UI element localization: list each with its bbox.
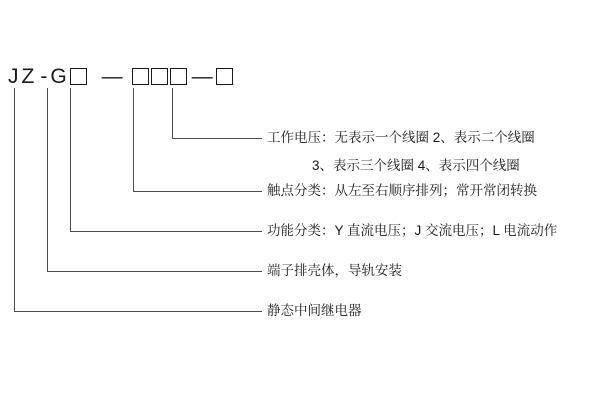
leader-hline-contact — [133, 191, 262, 192]
leader-vline-relay — [14, 88, 15, 311]
code-letter-j: J — [8, 64, 19, 88]
code-box-voltage — [216, 68, 233, 85]
label-terminal-row-shell: 端子排壳体，导轨安装 — [267, 263, 402, 278]
code-dash-2: — — [101, 64, 123, 88]
code-dash-3: — — [191, 64, 213, 88]
code-box-contact-1 — [132, 68, 149, 85]
label-contact-classification: 触点分类：从左至右顺序排列；常开常闭转换 — [267, 183, 537, 198]
leader-vline-contact — [133, 88, 134, 191]
code-box-contact-3 — [170, 68, 187, 85]
code-letter-z: Z — [21, 64, 35, 88]
leader-hline-relay — [14, 311, 262, 312]
leader-vline-function — [70, 88, 71, 231]
label-working-voltage-line2: 3、表示三个线圈 4、表示四个线圈 — [312, 158, 520, 173]
leader-vline-working-voltage — [172, 88, 173, 138]
leader-hline-function — [70, 231, 262, 232]
code-letter-g: G — [50, 64, 67, 88]
label-function-classification: 功能分类：Y 直流电压；J 交流电压；L 电流动作 — [267, 223, 558, 238]
code-box-function — [70, 68, 87, 85]
leader-hline-terminal — [47, 271, 262, 272]
code-dash-1: - — [40, 64, 48, 88]
code-box-contact-2 — [151, 68, 168, 85]
leader-hline-working-voltage — [172, 138, 262, 139]
model-code-row — [8, 62, 235, 90]
leader-vline-terminal — [47, 88, 48, 271]
label-working-voltage-line1: 工作电压：无表示一个线圈 2、表示二个线圈 — [267, 130, 535, 145]
label-static-intermediate-relay: 静态中间继电器 — [267, 303, 362, 318]
